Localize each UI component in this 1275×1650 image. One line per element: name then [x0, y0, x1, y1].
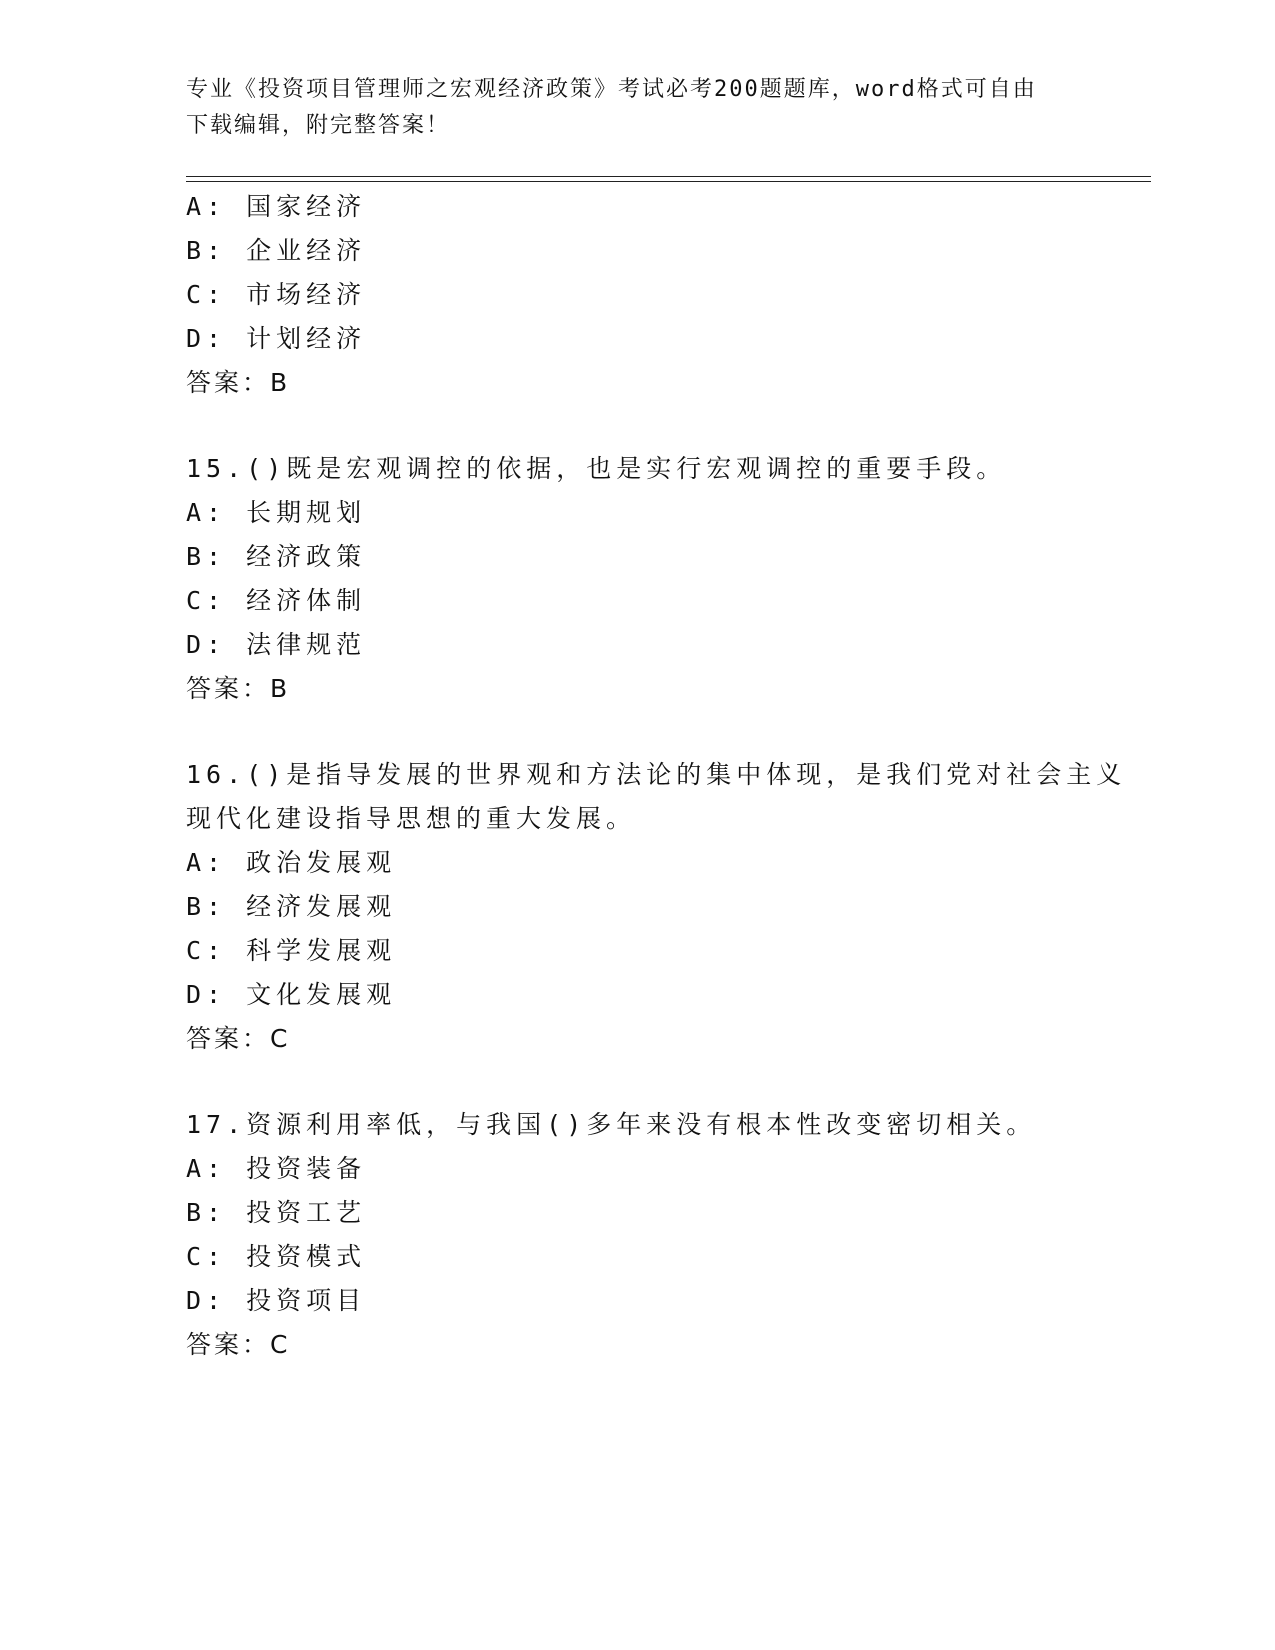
q15-option-c: C: 经济体制 — [186, 586, 367, 615]
q16-option-c: C: 科学发展观 — [186, 936, 397, 965]
q16-question-line-2: 现代化建设指导思想的重大发展。 — [186, 804, 637, 833]
q14-option-d: D: 计划经济 — [186, 324, 367, 353]
q16-option-b: B: 经济发展观 — [186, 892, 397, 921]
document-header — [186, 72, 1066, 144]
q15-question: 15.()既是宏观调控的依据，也是实行宏观调控的重要手段。 — [186, 454, 1007, 483]
q17-answer: 答案：C — [186, 1330, 291, 1359]
q17-option-d: D: 投资项目 — [186, 1286, 367, 1315]
q14-answer: 答案：B — [186, 368, 291, 397]
q17-option-c: C: 投资模式 — [186, 1242, 367, 1271]
header-line-2: 下载编辑，附完整答案！ — [186, 113, 451, 138]
q14-option-a: A: 国家经济 — [186, 192, 367, 221]
q15-option-d: D: 法律规范 — [186, 630, 367, 659]
q15-option-a: A: 长期规划 — [186, 498, 367, 527]
q16-option-d: D: 文化发展观 — [186, 980, 397, 1009]
q14-option-c: C: 市场经济 — [186, 280, 367, 309]
header-divider-top — [186, 176, 1151, 177]
q17-option-b: B: 投资工艺 — [186, 1198, 367, 1227]
q16-answer: 答案：C — [186, 1024, 291, 1053]
q17-question: 17.资源利用率低，与我国()多年来没有根本性改变密切相关。 — [186, 1110, 1037, 1139]
q17-option-a: A: 投资装备 — [186, 1154, 367, 1183]
q14-option-b: B: 企业经济 — [186, 236, 367, 265]
q16-question-line-1: 16.()是指导发展的世界观和方法论的集中体现，是我们党对社会主义 — [186, 760, 1127, 789]
q16-option-a: A: 政治发展观 — [186, 848, 397, 877]
header-line-1: 专业《投资项目管理师之宏观经济政策》考试必考200题题库，word格式可自由 — [186, 77, 1037, 102]
q15-option-b: B: 经济政策 — [186, 542, 367, 571]
header-divider-bottom — [186, 181, 1151, 182]
q15-answer: 答案：B — [186, 674, 291, 703]
